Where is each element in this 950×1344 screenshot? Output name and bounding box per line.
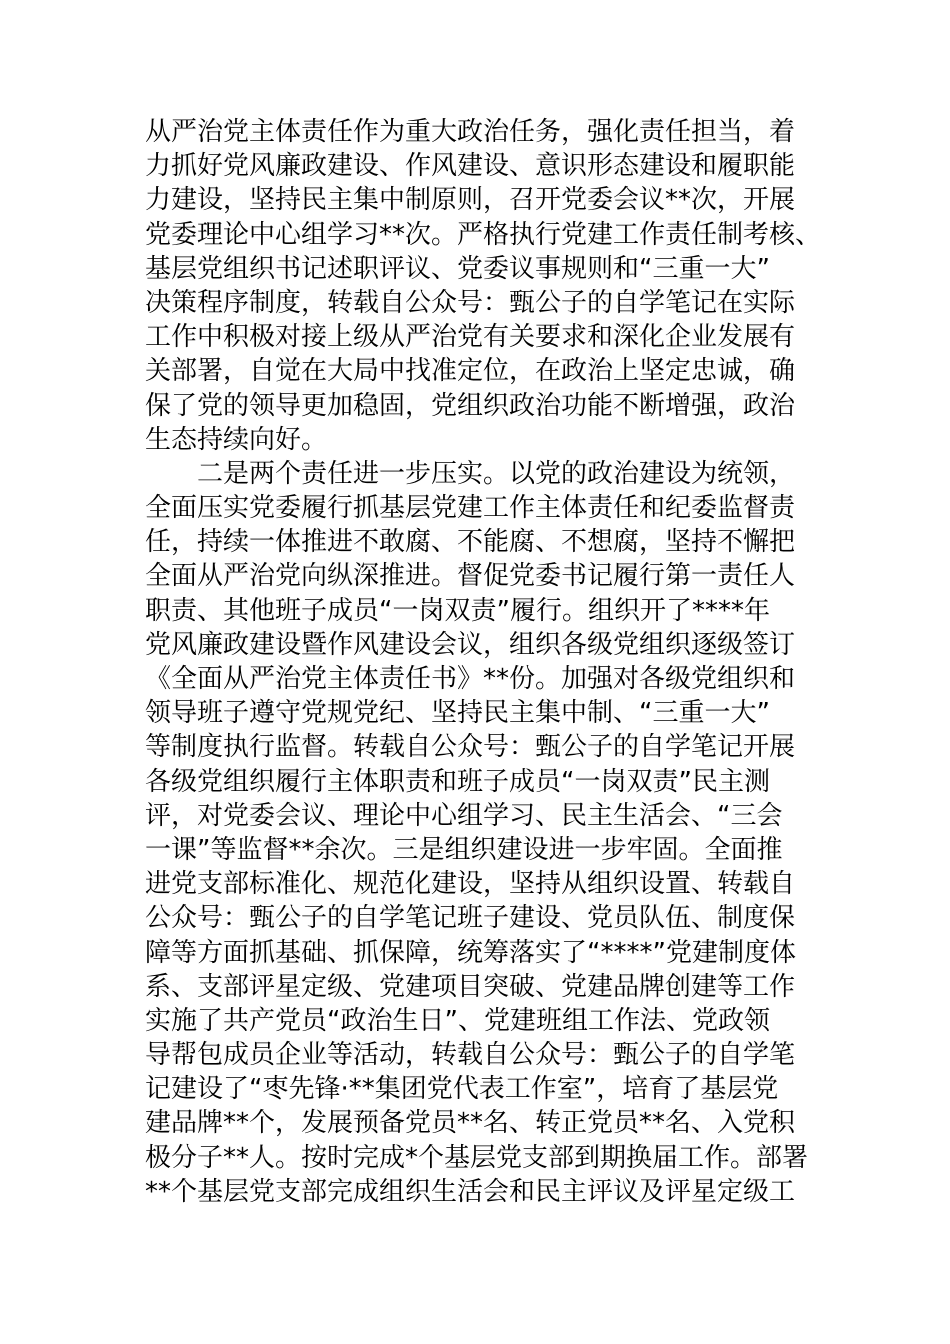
text-line: 导帮包成员企业等活动，转载自公众号：甄公子的自学笔 <box>145 1040 796 1071</box>
text-line: 党风廉政建设暨作风建设会议，组织各级党组织逐级签订 <box>145 629 796 660</box>
text-line: 全面压实党委履行抓基层党建工作主体责任和纪委监督责 <box>145 493 796 524</box>
text-line: 领导班子遵守党规党纪、坚持民主集中制、“三重一大” <box>145 698 770 729</box>
text-line: 一课”等监督**余次。三是组织建设进一步牢固。全面推 <box>145 834 783 865</box>
text-line: 极分子**人。按时完成*个基层党支部到期换届工作。部署 <box>145 1142 809 1173</box>
text-line: 系、支部评星定级、党建项目突破、党建品牌创建等工作 <box>145 971 796 1002</box>
text-line: 等制度执行监督。转载自公众号：甄公子的自学笔记开展 <box>145 732 796 763</box>
text-line: 力抓好党风廉政建设、作风建设、意识形态建设和履职能 <box>145 151 796 182</box>
body-text <box>145 115 825 1209</box>
text-line: 决策程序制度，转载自公众号：甄公子的自学笔记在实际 <box>145 287 796 318</box>
text-line: 关部署，自觉在大局中找准定位，在政治上坚定忠诚，确 <box>145 356 796 387</box>
text-line: 力建设，坚持民主集中制原则，召开党委会议**次，开展 <box>145 185 796 216</box>
text-line: 建品牌**个，发展预备党员**名、转正党员**名、入党积 <box>145 1108 796 1139</box>
text-line: **个基层党支部完成组织生活会和民主评议及评星定级工 <box>145 1176 796 1207</box>
text-line: 工作中积极对接上级从严治党有关要求和深化企业发展有 <box>145 322 796 353</box>
text-line: 党委理论中心组学习**次。严格执行党建工作责任制考核、 <box>145 219 822 250</box>
text-line: 保了党的领导更加稳固，党组织政治功能不断增强，政治 <box>145 390 796 421</box>
text-line: 各级党组织履行主体职责和班子成员“一岗双责”民主测 <box>145 766 770 797</box>
text-line: 基层党组织书记述职评议、党委议事规则和“三重一大” <box>145 253 770 284</box>
text-line: 实施了共产党员“政治生日”、党建班组工作法、党政领 <box>145 1005 770 1036</box>
text-line: 评，对党委会议、理论中心组学习、民主生活会、“三会 <box>145 800 783 831</box>
text-line: 职责、其他班子成员“一岗双责”履行。组织开了****年 <box>145 595 770 626</box>
text-line: 二是两个责任进一步压实。以党的政治建设为统领， <box>145 458 796 489</box>
text-line: 任，持续一体推进不敢腐、不能腐、不想腐，坚持不懈把 <box>145 527 796 558</box>
text-line: 从严治党主体责任作为重大政治任务，强化责任担当，着 <box>145 117 796 147</box>
text-line: 生态持续向好。 <box>145 424 328 455</box>
text-line: 进党支部标准化、规范化建设，坚持从组织设置、转载自 <box>145 869 796 900</box>
text-line: 记建设了“枣先锋·**集团党代表工作室”，培育了基层党 <box>145 1074 779 1105</box>
text-line: 全面从严治党向纵深推进。督促党委书记履行第一责任人 <box>145 561 796 592</box>
text-line: 障等方面抓基础、抓保障，统筹落实了“****”党建制度体 <box>145 937 796 968</box>
text-line: 《全面从严治党主体责任书》**份。加强对各级党组织和 <box>145 664 796 694</box>
text-line: 公众号：甄公子的自学笔记班子建设、党员队伍、制度保 <box>145 903 796 934</box>
